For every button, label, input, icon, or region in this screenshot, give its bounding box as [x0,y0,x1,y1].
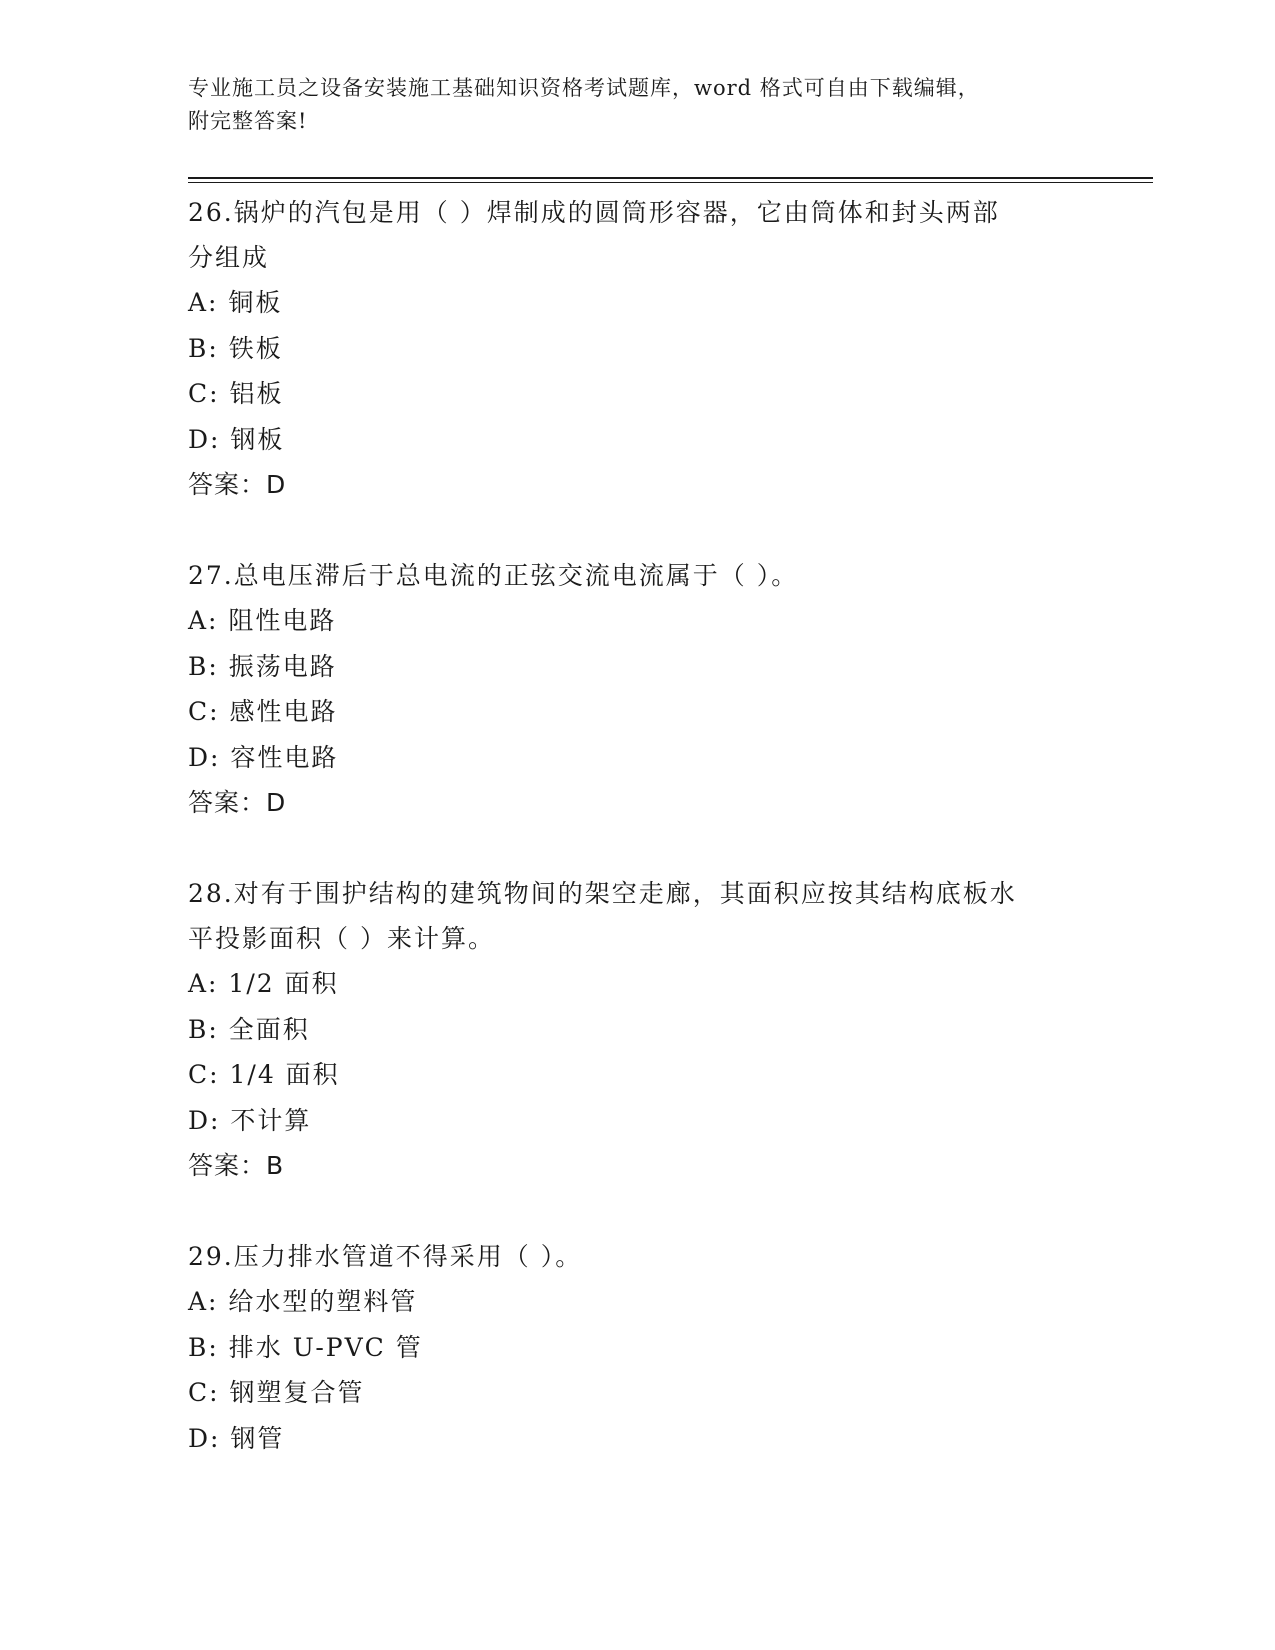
option-c: C: 铝板 [188,379,284,408]
question-stem: 29.压力排水管道不得采用（ ）。 [188,1242,583,1271]
option-b: B: 振荡电路 [188,651,337,681]
header-line-2: 附完整答案! [188,109,308,133]
header-line-1: 专业施工员之设备安装施工基础知识资格考试题库，word 格式可自由下载编辑， [188,76,980,100]
question-stem: 26.锅炉的汽包是用（ ）焊制成的圆筒形容器，它由筒体和封头两部 [188,198,1000,227]
option-a: A: 1/2 面积 [188,969,339,998]
option-d: D: 钢板 [188,424,285,454]
option-c: C: 钢塑复合管 [188,1378,365,1407]
question-29 [188,1234,1088,1461]
option-d: D: 钢管 [188,1423,285,1453]
option-c: C: 1/4 面积 [188,1060,340,1089]
question-list [188,190,1088,1507]
option-d: D: 容性电路 [188,742,339,772]
option-c: C: 感性电路 [188,697,338,726]
question-stem: 28.对有于围护结构的建筑物间的架空走廊，其面积应按其结构底板水 [188,879,1017,908]
option-b: B: 全面积 [188,1014,310,1044]
option-b: B: 排水 U-PVC 管 [188,1332,423,1362]
header-divider-thin [188,182,1153,183]
answer-line: 答案：D [188,788,287,817]
option-a: A: 给水型的塑料管 [188,1287,418,1316]
answer-line: 答案：D [188,470,287,499]
option-d: D: 不计算 [188,1105,312,1135]
answer-line: 答案：B [188,1151,285,1180]
option-a: A: 阻性电路 [188,606,337,635]
question-stem: 27.总电压滞后于总电流的正弦交流电流属于（ ）。 [188,561,799,590]
document-header [188,72,1068,138]
question-stem-continued: 平投影面积（ ）来计算。 [188,924,495,953]
option-a: A: 铜板 [188,288,283,317]
option-b: B: 铁板 [188,333,283,363]
question-27 [188,553,1088,825]
question-26 [188,190,1088,507]
header-divider-thick [188,177,1153,179]
question-28 [188,871,1088,1188]
question-stem-continued: 分组成 [188,243,270,272]
